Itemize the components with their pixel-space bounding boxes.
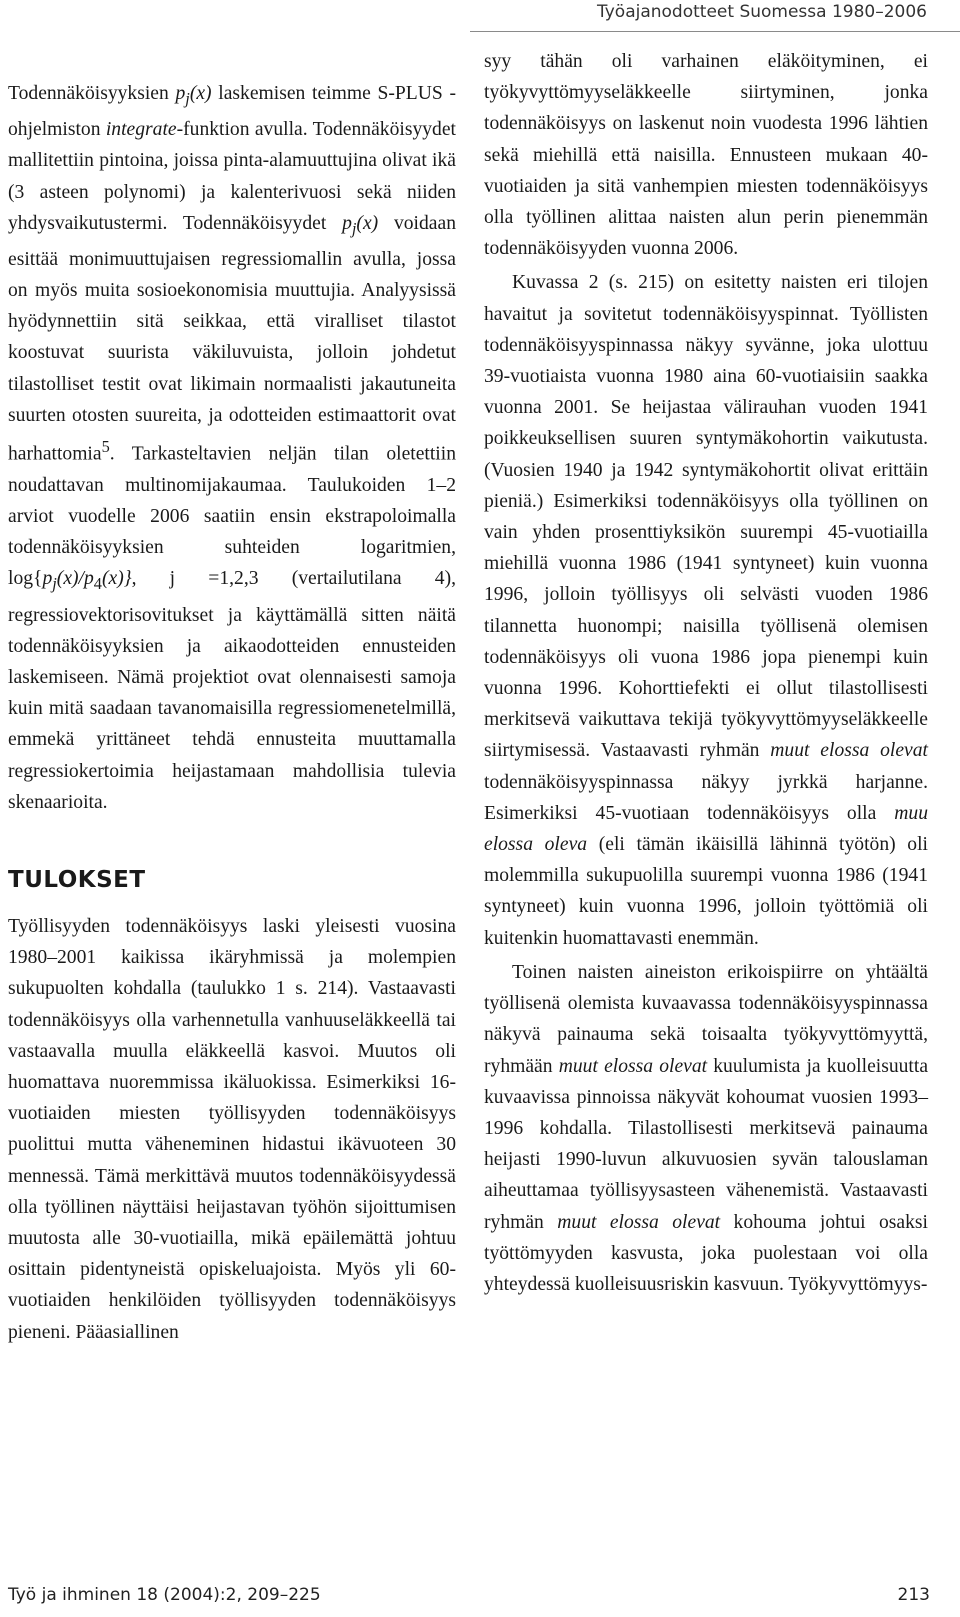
women-data-paragraph: Toinen naisten aineiston erikoispiirre on yhtäältä työllisenä olemista kuvaavassa todennäköisyyspinnassa näkyvä painauma sekä toisaalta työkyvyttömyyttä, ryhmään muut elossa olevat kuulumista ja kuolleisuutta kuvaavissa pinnoissa näkyvät kohoumat vuosien 1993–1996 kohdalla. Tilastollisesti merkitsevä painauma heijasti 1990-luvun alkuvuosien syvän talouslaman aiheuttamaa työllisyysasteen vähenemistä. Vastaavasti ryhmän muut elossa olevat kohouma johtui osaksi työttömyyden kasvusta, joka puolestaan voi olla yhteydessä kuolleisuusriskin kasvuun. Työkyvyttömyys- [484,961,929,1295]
footer-journal-citation: Työ ja ihminen 18 (2004):2, 209–225 [8,1585,321,1605]
results-continued-paragraph: syy tähän oli varhainen eläköityminen, ei työkyvyttömyyseläkkeelle siirtyminen, jonka todennäköisyys on laskenut noin vuodesta 1996 lähtien sekä miehillä että naisilla. Ennusteen mukaan 40-vuotiaiden ja sitä vanhempien miesten todennäköisyys olla työllinen alittaa naisten alun perin pienemmän todennäköisyyden vuonna 2006. [484,51,928,260]
header-rule [470,31,960,32]
page-number: 213 [897,1585,930,1605]
figure-discussion-paragraph: Kuvassa 2 (s. 215) on esitetty naisten eri tilojen havaitut ja sovitetut todennäköisyyspinnat. Työllisten todennäköisyyspinnassa näkyy syvänne, joka ulottuu 39-vuotiaista vuonna 1980 aina 60-vuotiaisiin saakka vuonna 2001. Se heijastaa välirauhan vuoden 1941 poikkeuksellisen suuren syntymäkohortin vaikutusta. (Vuosien 1940 ja 1942 syntymäkohortit olivat erittäin pieniä.) Esimerkiksi todennäköisyys olla työllinen on vain yhden prosenttiyksikön suurempi 45-vuotiailla miehillä vuonna 1986 (1941 syntyneet) kuin vuonna 1996, jolloin työllisyys oli selvästi vuoden 1986 tilannetta huonompi; naisilla työllisenä olemisen todennäköisyys oli vuona 1986 jopa pienempi kuin vuonna 1996. Kohorttiefekti ei ollut tilastollisesti merkitsevä vaikuttava tekijä työkyvyttömyyseläkkeelle siirtymisessä. Vastaavasti ryhmän muut elossa olevat todennäköisyyspinnassa näkyy jyrkkä harjanne. Esimerkiksi 45-vuotiaan todennäköisyys olla muu elossa oleva (eli tämän ikäisillä lähinnä työtön) oli molemmilla sukupuolilla suurempi vuonna 1986 (1941 syntyneet) kuin vuonna 1996, jolloin työttömiä oli kuitenkin huomattavasti enemmän. [484,272,928,949]
methods-paragraph: Todennäköisyyksien $p_j(x)$ laskemisen teimme S-PLUS -ohjelmiston integrate-funktion avulla. Todennäköisyydet mallitettiin pintoina, joissa pinta-alamuuttujina olivat ikä (3 asteen polynomi) ja kalenterivuosi sekä niiden yhdysvaikutustermi. Todennäköisyydet $p_j(x)$ voidaan esittää monimuuttujaisen regressiomallin avulla, jossa on myös muita sosioekonomisia muuttujia. Analyysissä hyödynnettiin sitä seikkaa, että viralliset tilastot koostuvat suurista väkiluvuista, jolloin johdetut tilastolliset testit ovat likimain normaalisti jakautuneita suurten otosten suureita, ja odotteiden estimaattorit ovat harhattomia$^5$. Tarkasteltavien neljän tilan oletettiin noudattavan multinomijakaumaa. Taulukoiden 1–2 arviot vuodelle 2006 saatiin ensin ekstrapoloimalla todennäköisyyksien suhteiden logaritmien, $\log\{p_j(x)/p_4(x)\}$, j =1,2,3 (vertailutilana 4), regressiovektorisovitukset ja käyttämällä sitten näitä todennäköisyyksien ja aikaodotteiden ennusteiden laskemiseen. Nämä projektiot ovat olennaisesti samoja kuin mitä saadaan tavanomaisilla regressiomenetelmillä, emmekä yrittäneet tehdä ennusteita muuttamalla regressiokertoimia heijastamaan mahdollisia tulevia skenaarioita. [8,83,456,813]
running-header: Työajanodotteet Suomessa 1980–2006 [597,2,927,22]
right-column [484,46,928,1300]
left-column [8,78,456,1348]
results-paragraph: Työllisyyden todennäköisyys laski yleisesti vuosina 1980–2001 kaikissa ikäryhmissä ja molempien sukupuolten kohdalla (taulukko 1 s. 214). Vastaavasti todennäköisyys olla varhennetulla vanhuuseläkkeellä tai vastaavalla muulla eläkkeellä kasvoi. Muutos oli huomattava nuoremmissa ikäluokissa. Esimerkiksi 16-vuotiaiden miesten työllisyyden todennäköisyys puolittui mutta väheneminen hidastui ikävuoteen 30 mennessä. Tämä merkittävä muutos todennäköisyydessä olla työllinen näyttäisi heijastavan työhön sijoittumisen muutosta alle 30-vuotiailla, mikä epäilemättä johtuu osittain pidentyneistä opiskeluajoista. Myös yli 60-vuotiaiden henkilöiden työllisyyden todennäköisyys pieneni. Pääasiallinen [8,915,456,1343]
section-heading: TULOKSET [8,866,146,893]
footnote-ref: 5 [101,437,110,457]
